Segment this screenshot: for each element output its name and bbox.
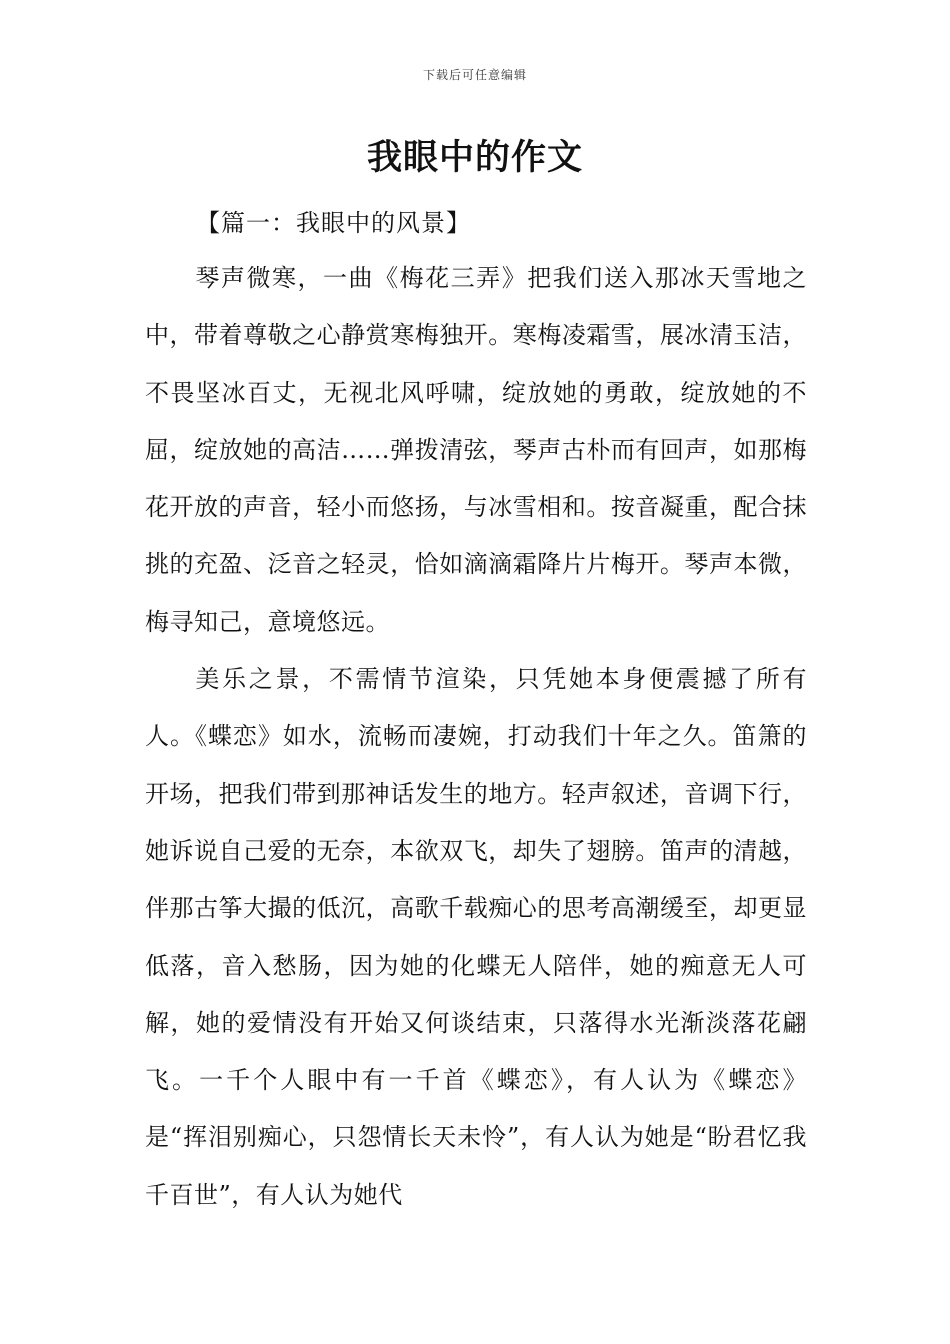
section-heading: 【篇一：我眼中的风景】 xyxy=(196,209,471,237)
paragraph: 美乐之景，不需情节渲染，只凭她本身便震撼了所有人。《蝶恋》如水，流畅而凄婉，打动我们十年之久。笛箫的开场，把我们带到那神话发生的地方。轻声叙述，音调下行，她诉说自己爱的无奈，本欲双飞，却失了翅膀。笛声的清越，伴那古筝大撮的低沉，高歌千载痴心的思考高潮缓至，却更显低落，音入愁肠，因为她的化蝶无人陪伴，她的痴意无人可解，她的爱情没有开始又何谈结束，只落得水光渐淡落花翩飞。一千个人眼中有一千首《蝶恋》，有人认为《蝶恋》是“挥泪别痴心，只怨情长天未怜”，有人认为她是“盼君忆我千百世”，有人认为她代 xyxy=(145,665,807,1209)
header-note: 下载后可任意编辑 xyxy=(422,68,527,82)
paragraph: 琴声微寒，一曲《梅花三弄》把我们送入那冰天雪地之中，带着尊敬之心静赏寒梅独开。寒梅凌霜雪，展冰清玉洁，不畏坚冰百丈，无视北风呼啸，绽放她的勇敢，绽放她的不屈，绽放她的高洁……弹拨清弦，琴声古朴而有回声，如那梅花开放的声音，轻小而悠扬，与冰雪相和。按音凝重，配合抹挑的充盈、泛音之轻灵，恰如滴滴霜降片片梅开。琴声本微，梅寻知己，意境悠远。 xyxy=(145,264,807,636)
body-text xyxy=(145,250,807,1224)
document-title: 我眼中的作文 xyxy=(366,138,583,178)
